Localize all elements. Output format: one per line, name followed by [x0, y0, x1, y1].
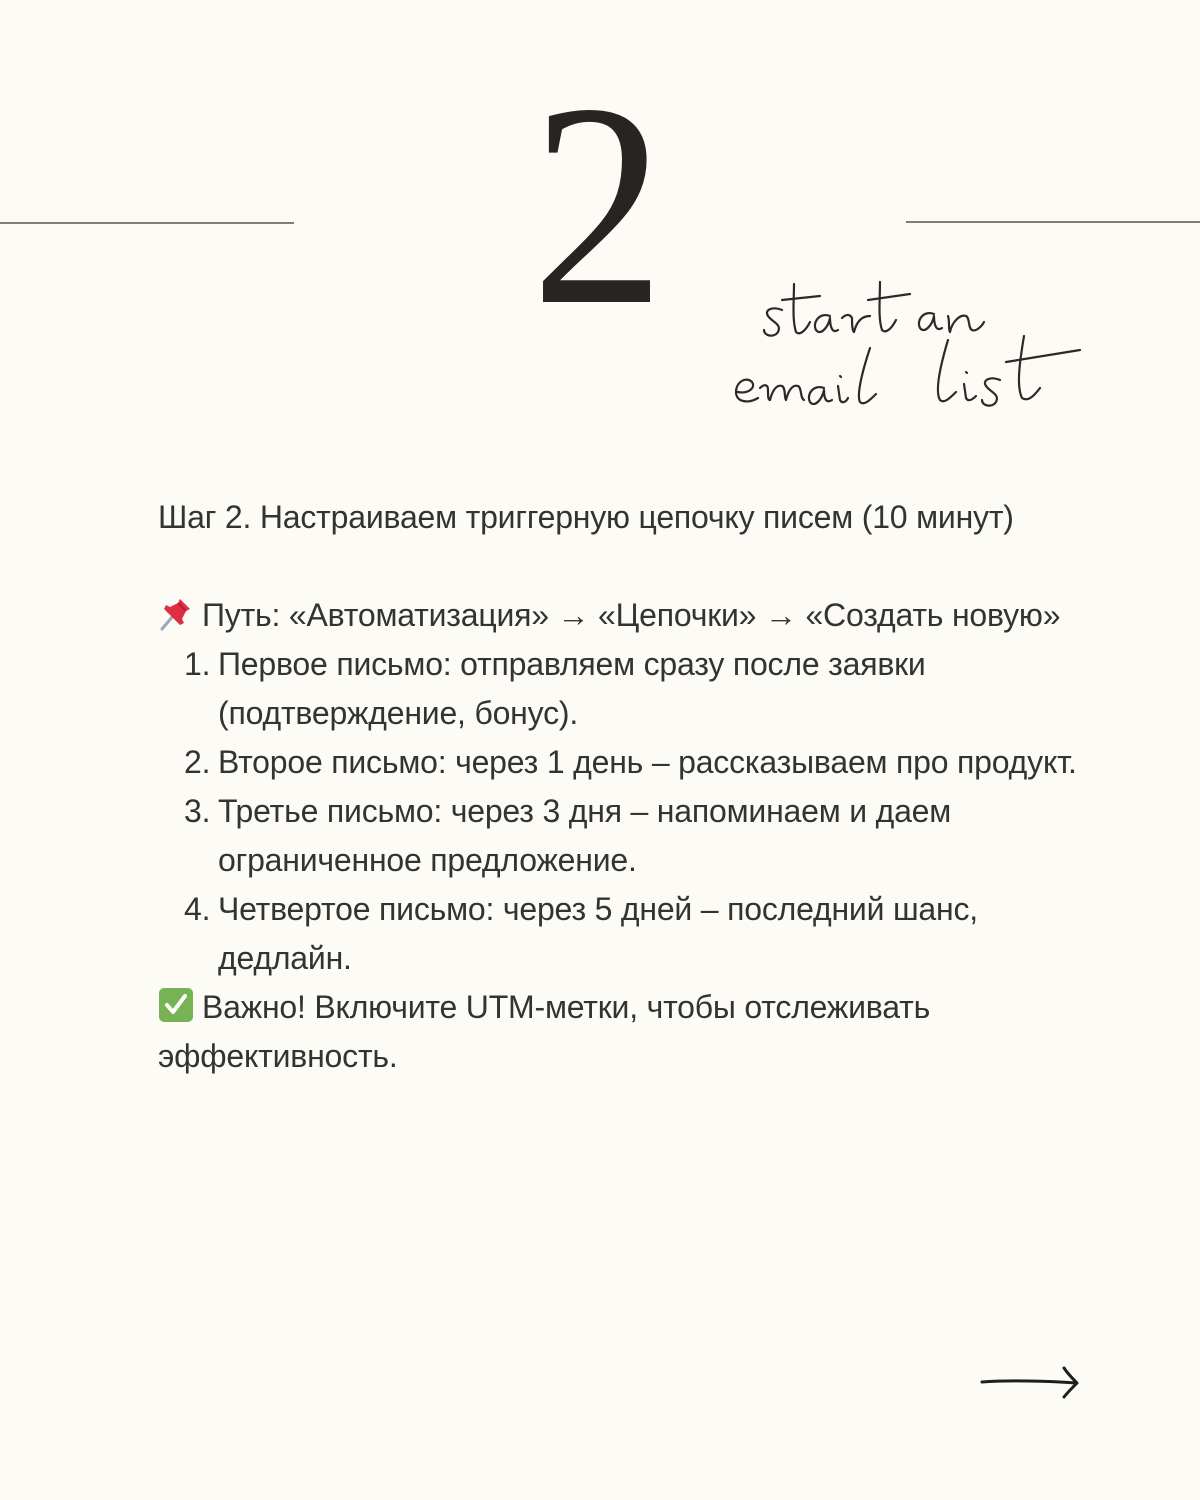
list-item-text: Четвертое письмо: через 5 дней – последний шанс, дедлайн. [218, 891, 978, 976]
list-item [158, 640, 1098, 738]
list-item-text: Третье письмо: через 3 дня – напоминаем и даем ограниченное предложение. [218, 793, 952, 878]
list-item [158, 885, 1098, 983]
script-title-line1 [764, 282, 984, 336]
list-item-text: Второе письмо: через 1 день – рассказываем про продукт. [218, 744, 1077, 780]
step-title: Шаг 2. Настраиваем триггерную цепочку писем (10 минут) [158, 499, 1014, 535]
next-slide-button[interactable] [978, 1362, 1084, 1402]
note-text: Важно! Включите UTM-метки, чтобы отслеживать эффективность. [158, 989, 931, 1074]
list-item-number: 1. [184, 646, 211, 682]
divider-left [0, 222, 294, 224]
arrow-right-icon [978, 1362, 1084, 1402]
script-title [720, 270, 1110, 430]
check-mark-icon [158, 987, 194, 1023]
important-note [158, 983, 1098, 1081]
list-item-number: 3. [184, 793, 211, 829]
pushpin-icon [158, 595, 194, 631]
list-item-text: Первое письмо: отправляем сразу после заявки (подтверждение, бонус). [218, 646, 926, 731]
path-text: Путь: «Автоматизация» → «Цепочки» → «Создать новую» [202, 597, 1061, 633]
email-sequence-list [158, 640, 1098, 983]
divider-right [906, 221, 1200, 223]
list-item-number: 4. [184, 891, 211, 927]
list-item-number: 2. [184, 744, 211, 780]
list-item [158, 738, 1098, 787]
path-line [158, 591, 1098, 640]
step-number: 2 [531, 44, 665, 365]
list-item [158, 787, 1098, 885]
script-title-line2 [736, 336, 1080, 406]
step-content [158, 493, 1098, 1081]
